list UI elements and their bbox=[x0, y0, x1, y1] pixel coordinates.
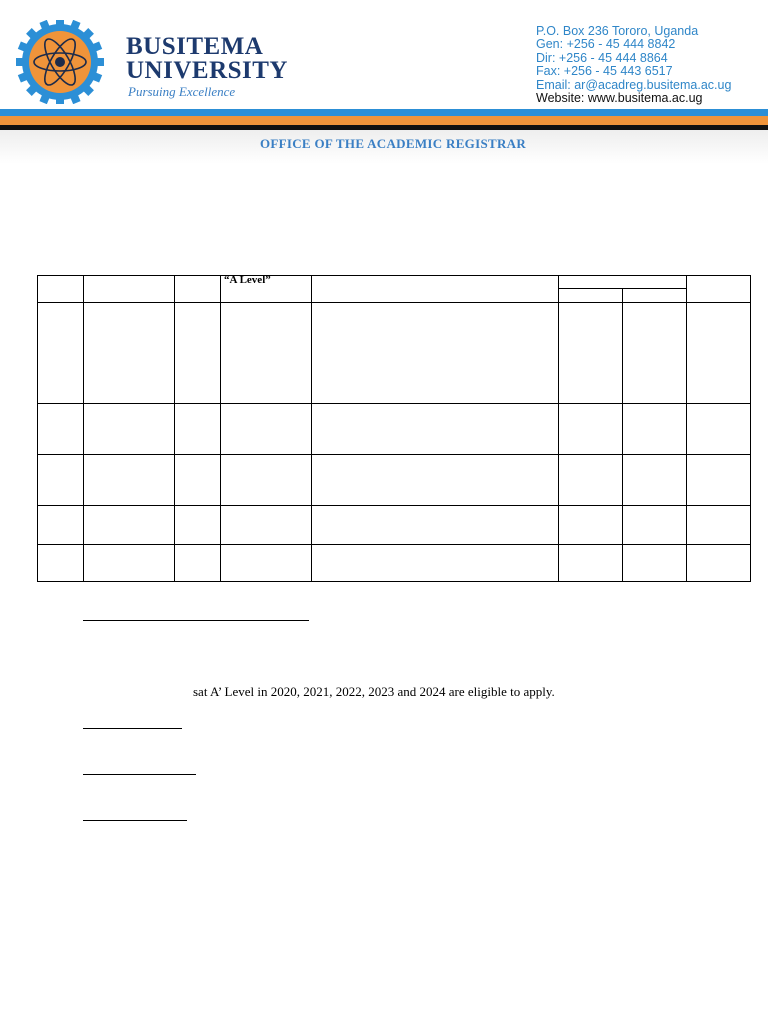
table-header-line bbox=[37, 302, 751, 303]
table-col-line bbox=[686, 275, 687, 582]
table-row-line bbox=[37, 505, 751, 506]
table-col-line bbox=[311, 275, 312, 582]
header-band-blue bbox=[0, 109, 768, 116]
table-border-right bbox=[750, 275, 751, 582]
contact-fax: Fax: +256 - 45 443 6517 bbox=[536, 64, 673, 79]
university-motto: Pursuing Excellence bbox=[128, 84, 236, 99]
university-name-line2: UNIVERSITY bbox=[126, 57, 288, 84]
underline-blank bbox=[83, 728, 182, 729]
contact-website: Website: www.busitema.ac.ug bbox=[536, 91, 703, 106]
contact-block bbox=[536, 25, 731, 105]
contact-gen-phone: Gen: +256 - 45 444 8842 bbox=[536, 37, 676, 52]
university-logo-icon bbox=[8, 20, 112, 104]
contact-email: Email: ar@acadreg.busitema.ac.ug bbox=[536, 77, 732, 92]
table-row-line bbox=[37, 544, 751, 545]
underline-blank bbox=[83, 620, 309, 621]
underline-blank bbox=[83, 820, 187, 821]
header-band-orange bbox=[0, 116, 768, 125]
table-header-a-level: “A Level” bbox=[224, 274, 271, 286]
table-subheader-line bbox=[558, 288, 686, 289]
underline-blank bbox=[83, 774, 196, 775]
table-border-top bbox=[37, 275, 751, 276]
data-table bbox=[37, 275, 751, 582]
office-title: OFFICE OF THE ACADEMIC REGISTRAR bbox=[259, 136, 527, 151]
contact-address: P.O. Box 236 Tororo, Uganda bbox=[536, 24, 699, 38]
table-border-bottom bbox=[37, 581, 751, 582]
contact-dir-phone: Dir: +256 - 45 444 8864 bbox=[536, 50, 668, 65]
eligibility-text: sat A’ Level in 2020, 2021, 2022, 2023 and 2024 are eligible to apply. bbox=[193, 684, 555, 699]
table-row-line bbox=[37, 403, 751, 404]
university-name-line1: BUSITEMA bbox=[126, 33, 264, 60]
table-col-line bbox=[174, 275, 175, 582]
table-border-left bbox=[37, 275, 38, 582]
table-col-line bbox=[220, 275, 221, 582]
table-col-line bbox=[622, 288, 623, 582]
table-col-line bbox=[558, 275, 559, 582]
university-name bbox=[126, 35, 288, 83]
table-row-line bbox=[37, 454, 751, 455]
table-col-line bbox=[83, 275, 84, 582]
